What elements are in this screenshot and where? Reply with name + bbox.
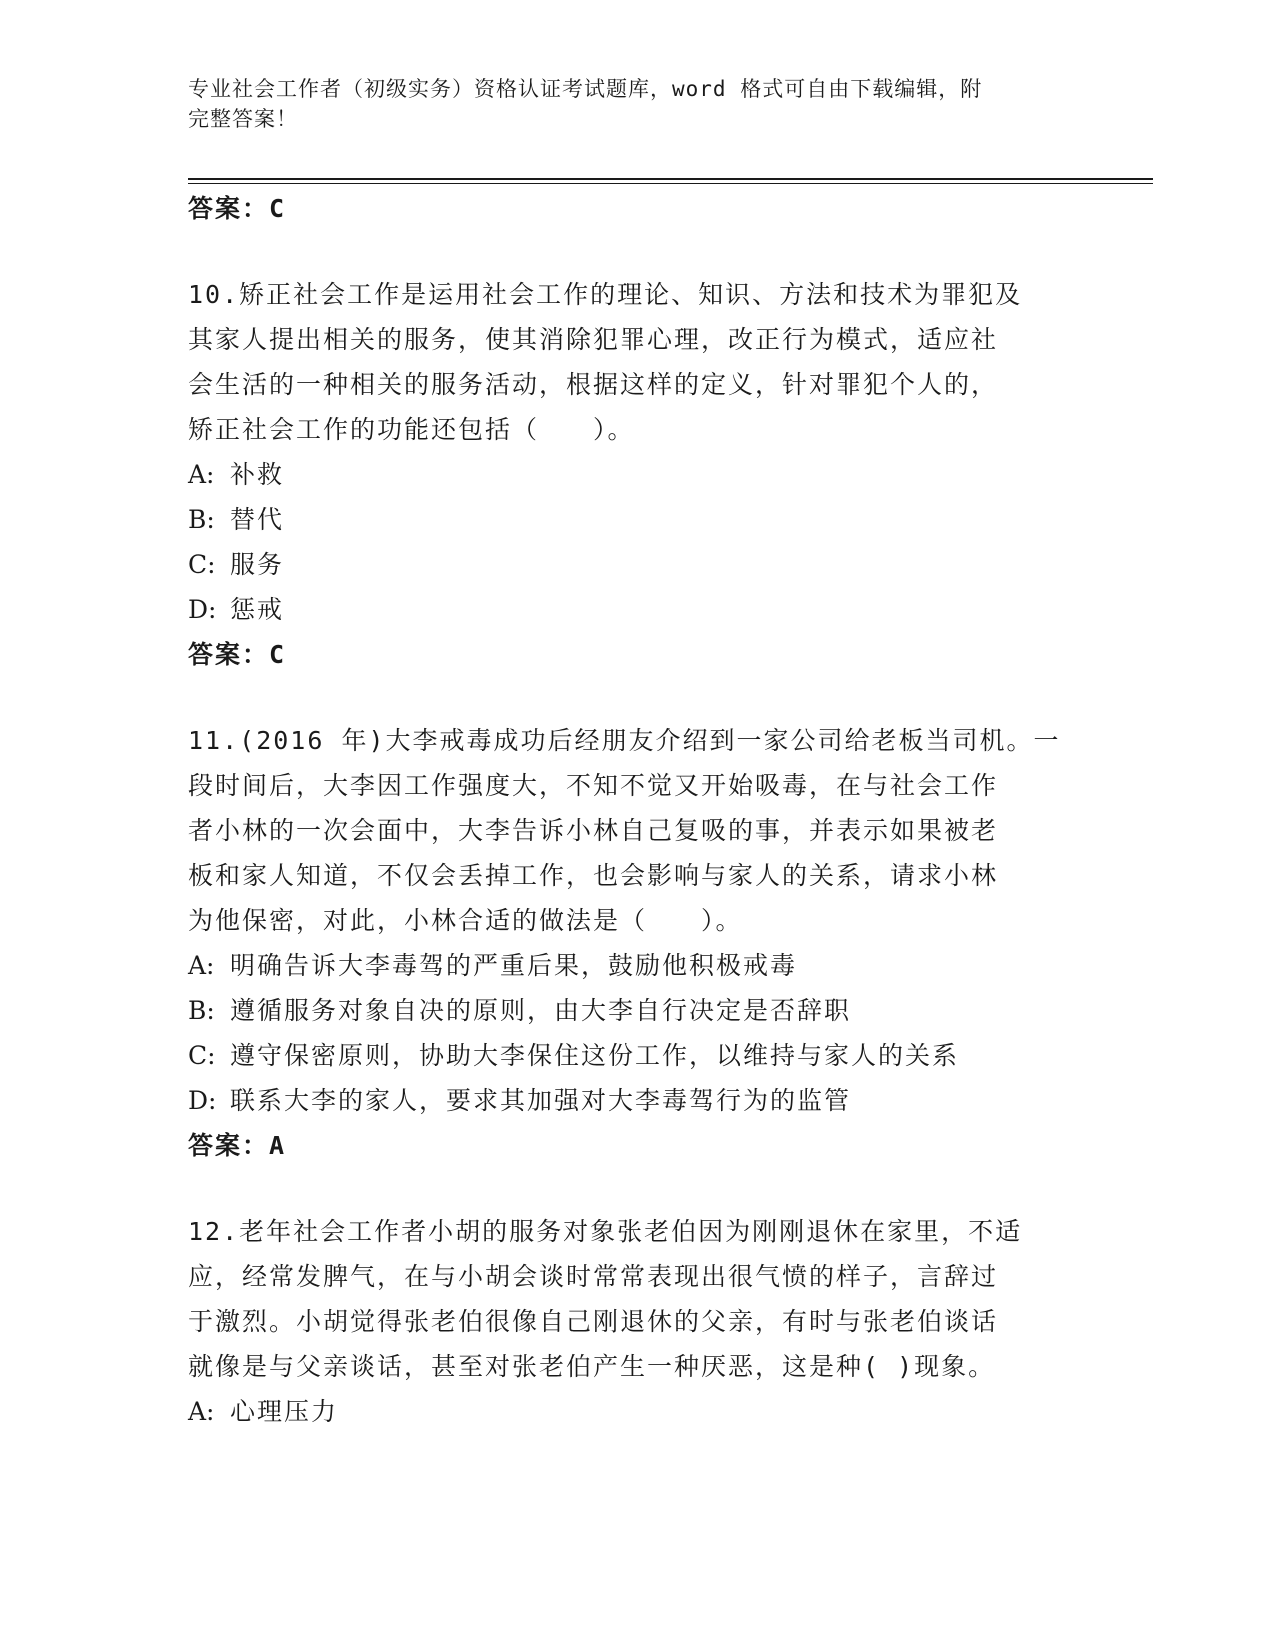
question-stem-line: 板和家人知道，不仅会丢掉工作，也会影响与家人的关系，请求小林 <box>188 861 999 890</box>
question-stem-line: 应，经常发脾气，在与小胡会谈时常常表现出很气愤的样子，言辞过 <box>188 1262 999 1291</box>
header-rule-thin <box>188 183 1153 184</box>
question-stem-line: 为他保密，对此，小林合适的做法是（ ）。 <box>188 906 743 935</box>
option-d <box>188 590 284 626</box>
previous-answer: 答案：C <box>188 194 287 223</box>
option-text: 补救 <box>230 460 285 489</box>
option-letter: A: <box>188 951 215 980</box>
question-stem-line: 其家人提出相关的服务，使其消除犯罪心理，改正行为模式，适应社 <box>188 325 999 354</box>
page-header <box>188 74 1078 134</box>
question-stem-line: 者小林的一次会面中，大李告诉小林自己复吸的事，并表示如果被老 <box>188 816 999 845</box>
question-stem-line: 于激烈。小胡觉得张老伯很像自己刚退休的父亲，有时与张老伯谈话 <box>188 1307 999 1336</box>
question-stem-line: 矫正社会工作的功能还包括（ ）。 <box>188 415 635 444</box>
option-text: 明确告诉大李毒驾的严重后果，鼓励他积极戒毒 <box>230 951 798 980</box>
header-rule-thick <box>188 178 1153 180</box>
header-line-1: 专业社会工作者（初级实务）资格认证考试题库，word 格式可自由下载编辑，附 <box>188 77 983 101</box>
question-stem-line: 10.矫正社会工作是运用社会工作的理论、知识、方法和技术为罪犯及 <box>188 280 1023 309</box>
option-c <box>188 1036 959 1072</box>
option-a <box>188 946 797 982</box>
option-text: 遵守保密原则，协助大李保住这份工作，以维持与家人的关系 <box>230 1041 960 1070</box>
option-letter: A: <box>188 1397 215 1426</box>
option-a <box>188 455 284 491</box>
option-d <box>188 1081 851 1117</box>
option-text: 联系大李的家人，要求其加强对大李毒驾行为的监管 <box>230 1086 852 1115</box>
option-letter: D: <box>188 595 217 624</box>
question-answer: 答案：C <box>188 640 287 669</box>
question-stem-line: 11.(2016 年)大李戒毒成功后经朋友介绍到一家公司给老板当司机。一 <box>188 726 1061 755</box>
option-c <box>188 545 284 581</box>
option-letter: C: <box>188 1041 216 1070</box>
question-answer: 答案：A <box>188 1131 287 1160</box>
option-text: 服务 <box>230 550 285 579</box>
option-letter: D: <box>188 1086 217 1115</box>
question-stem-line: 会生活的一种相关的服务活动，根据这样的定义，针对罪犯个人的， <box>188 370 999 399</box>
option-text: 遵循服务对象自决的原则，由大李自行决定是否辞职 <box>230 996 852 1025</box>
option-a <box>188 1392 338 1428</box>
option-text: 心理压力 <box>230 1397 339 1426</box>
option-b <box>188 991 851 1027</box>
option-letter: B: <box>188 996 215 1025</box>
option-text: 惩戒 <box>230 595 285 624</box>
option-letter: C: <box>188 550 216 579</box>
option-text: 替代 <box>230 505 285 534</box>
option-letter: B: <box>188 505 215 534</box>
header-line-2: 完整答案！ <box>188 107 298 131</box>
question-stem-line: 12.老年社会工作者小胡的服务对象张老伯因为刚刚退休在家里，不适 <box>188 1217 1023 1246</box>
option-b <box>188 500 284 536</box>
question-stem-line: 就像是与父亲谈话，甚至对张老伯产生一种厌恶，这是种( )现象。 <box>188 1352 996 1381</box>
question-stem-line: 段时间后，大李因工作强度大，不知不觉又开始吸毒，在与社会工作 <box>188 771 999 800</box>
option-letter: A: <box>188 460 215 489</box>
